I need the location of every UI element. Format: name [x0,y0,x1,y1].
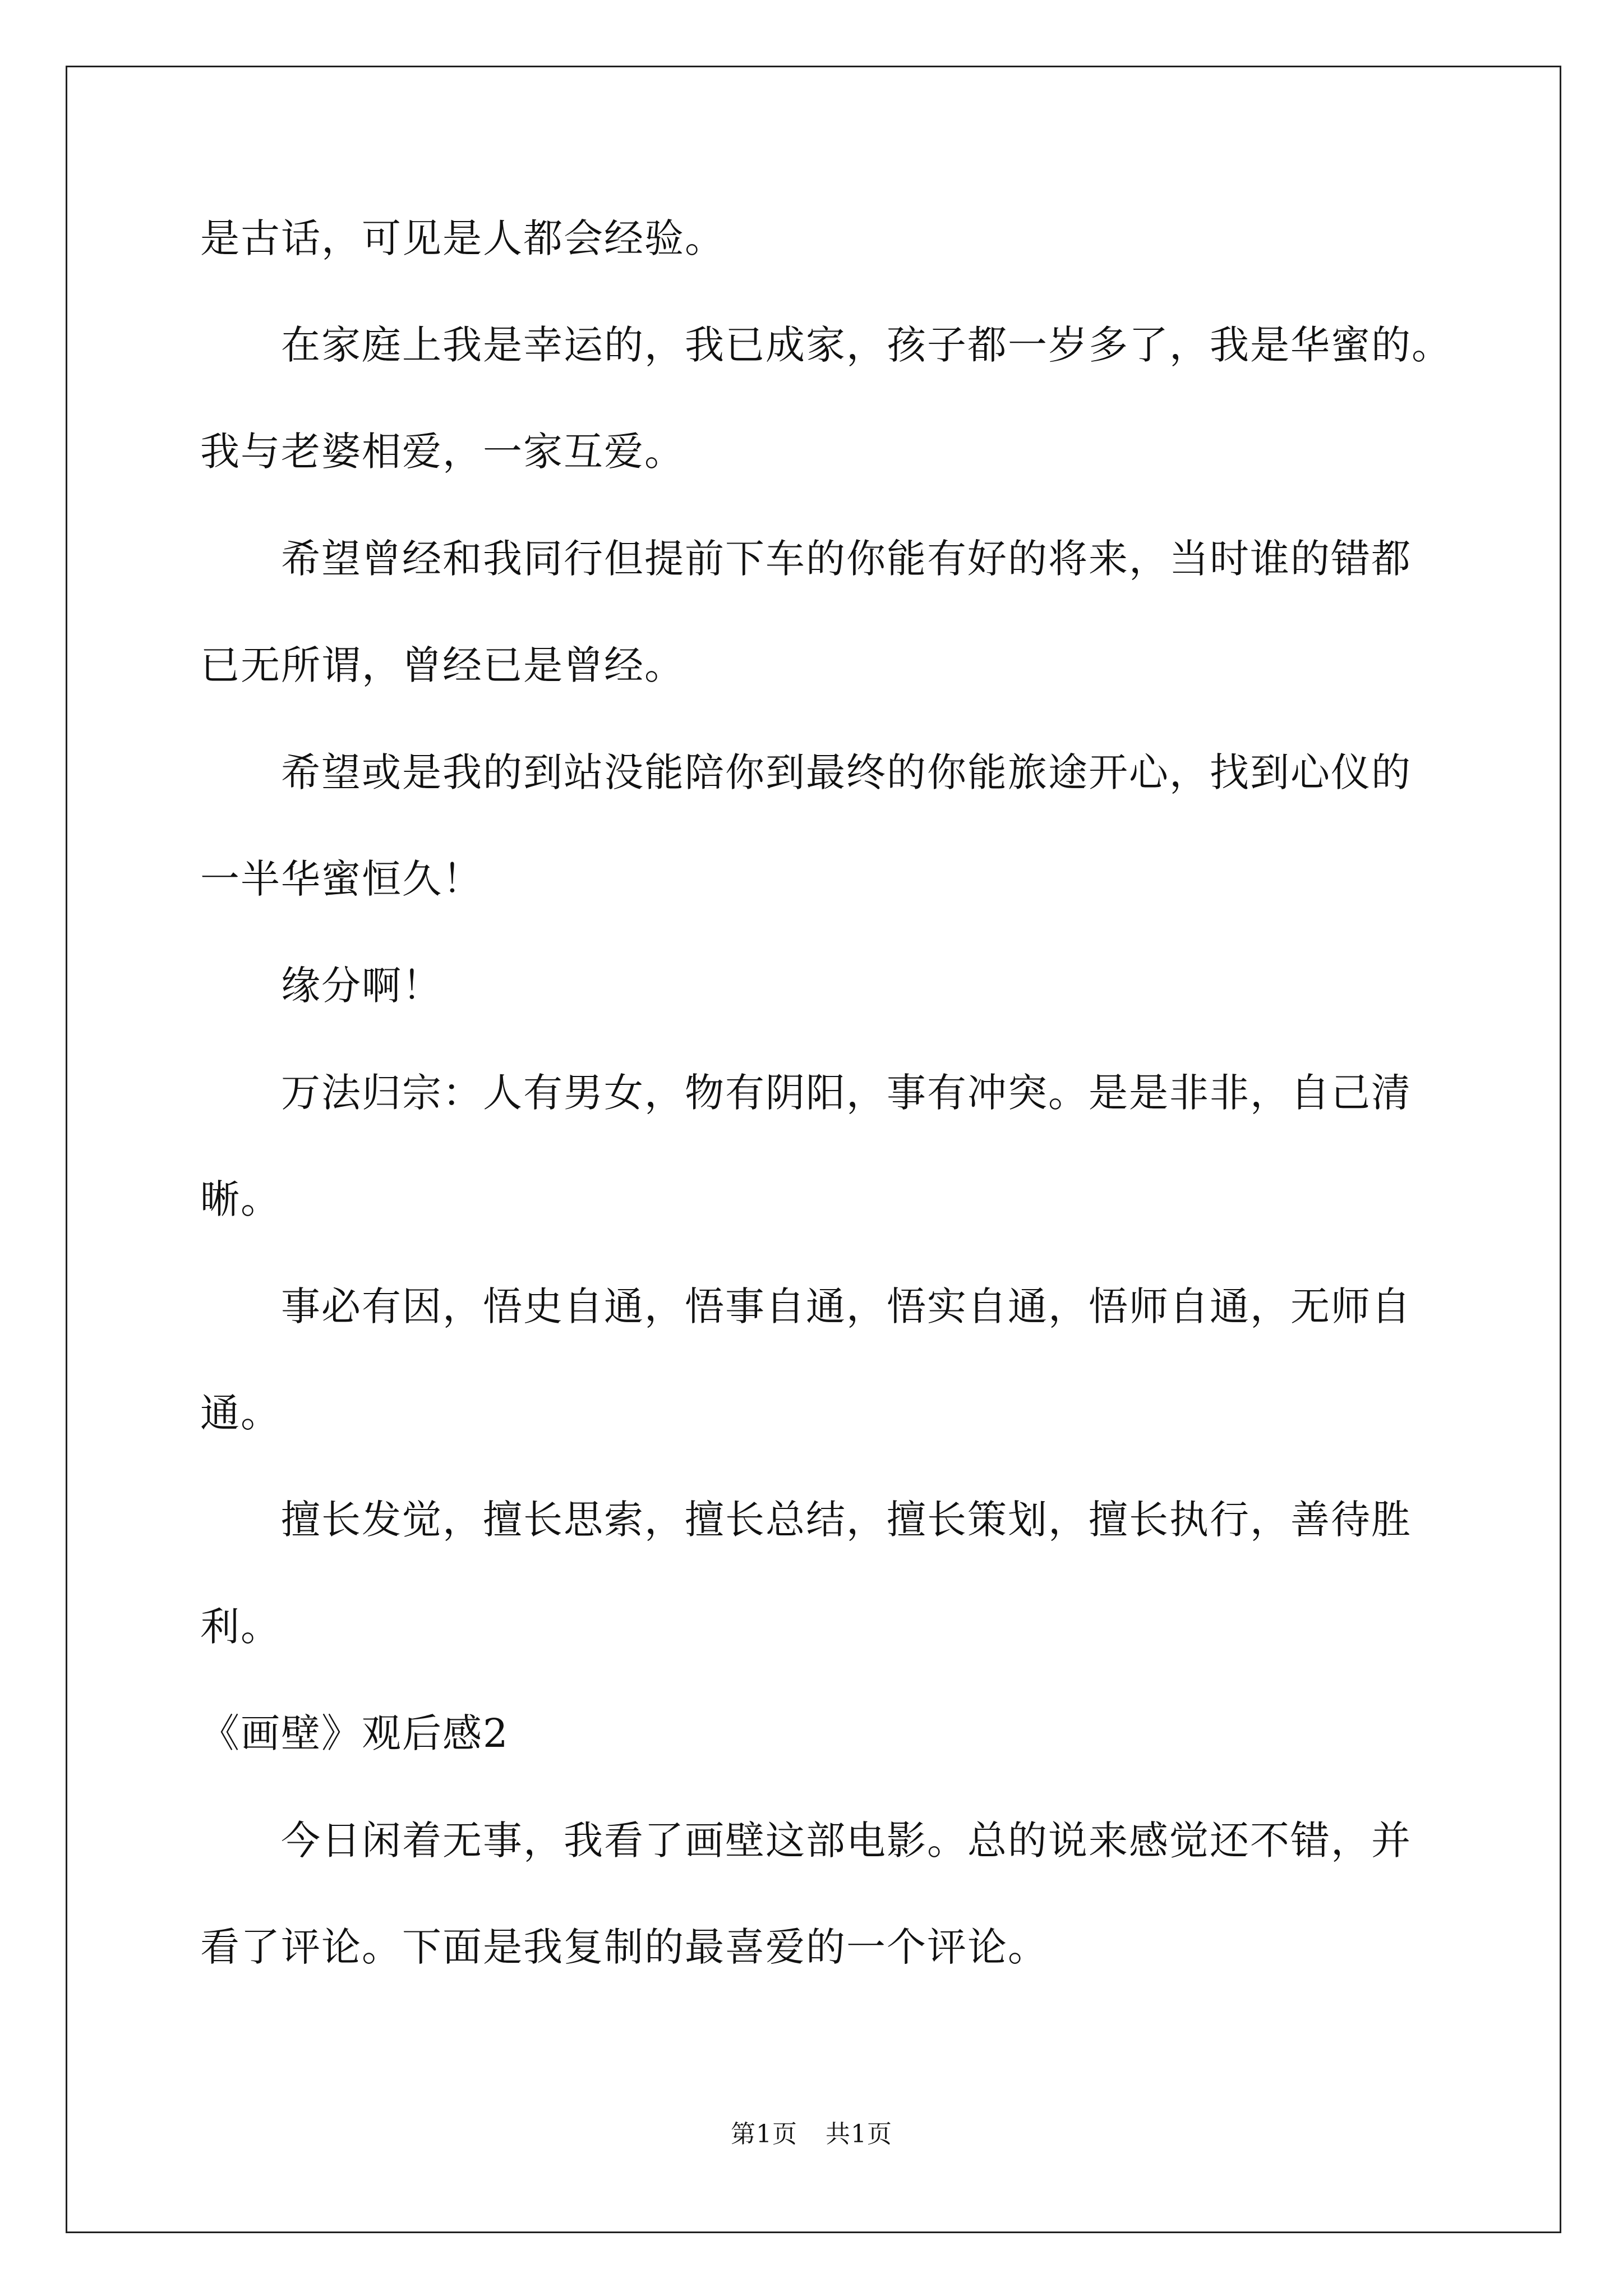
page-border [66,66,1561,2233]
text-line: 看了评论。下面是我复制的最喜爱的一个评论。 [200,1924,1048,1970]
text-line: 我与老婆相爱，一家互爱。 [200,429,685,475]
section-title: 《画壁》观后感2 [200,1710,509,1756]
page-total: 共1页 [826,2120,892,2148]
text-line: 希望曾经和我同行但提前下车的你能有好的将来，当时谁的错都 [281,536,1412,582]
text-line: 晰。 [200,1176,281,1222]
text-line: 擅长发觉，擅长思索，擅长总结，擅长策划，擅长执行，善待胜 [281,1497,1412,1543]
text-line: 希望或是我的到站没能陪你到最终的你能旅途开心，找到心仪的 [281,749,1412,795]
text-line: 万法归宗：人有男女，物有阴阳，事有冲突。是是非非，自己清 [281,1070,1412,1116]
text-line: 是古话，可见是人都会经验。 [200,215,725,261]
text-line: 一半华蜜恒久！ [200,856,483,902]
text-line: 今日闲着无事，我看了画壁这部电影。总的说来感觉还不错，并 [281,1818,1412,1864]
text-line: 在家庭上我是幸运的，我已成家，孩子都一岁多了，我是华蜜的。 [281,322,1452,368]
text-line: 通。 [200,1390,281,1436]
text-line: 事必有因，悟史自通，悟事自通，悟实自通，悟师自通，无师自 [281,1283,1412,1329]
text-line: 缘分啊！ [281,963,442,1009]
page-number: 第1页 [731,2120,797,2148]
text-line: 利。 [200,1604,281,1650]
page-footer [0,2122,1623,2147]
text-line: 已无所谓，曾经已是曾经。 [200,642,685,688]
